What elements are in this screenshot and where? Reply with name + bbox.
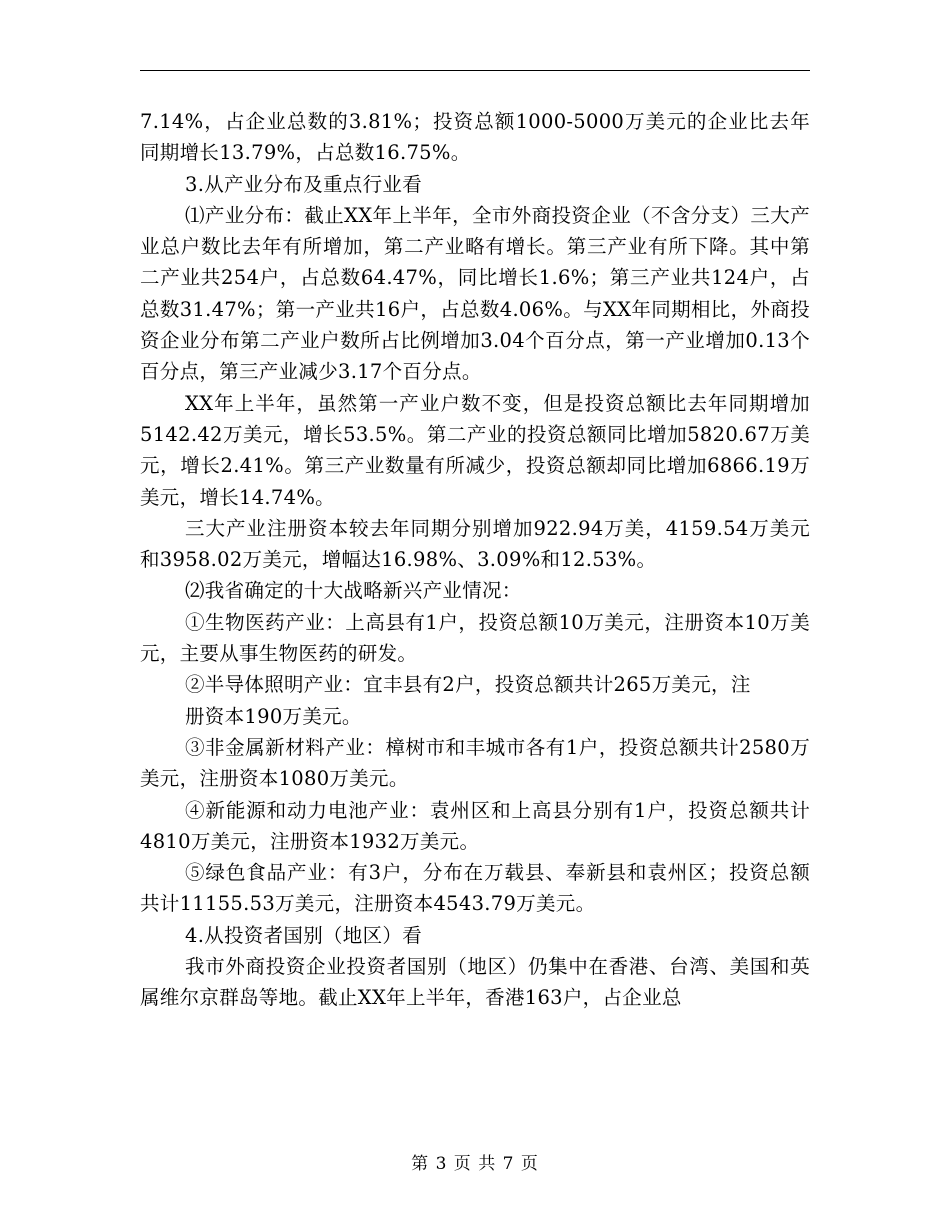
page-footer: 第 3 页 共 7 页 xyxy=(411,1154,539,1174)
document-body xyxy=(140,106,810,1014)
paragraph: 7.14%，占企业总数的3.81%；投资总额1000-5000万美元的企业比去年同期增长13.79%，占总数16.75%。 xyxy=(140,110,810,165)
paragraph: XX年上半年，虽然第一产业户数不变，但是投资总额比去年同期增加5142.42万美元，增长53.5%。第二产业的投资总额同比增加5820.67万美元，增长2.41%。第三产业数量有所减少，投资总额却同比增加6866.19万美元，增长14.74%。 xyxy=(140,391,810,509)
paragraph: ②半导体照明产业：宜丰县有2户，投资总额共计265万美元，注 xyxy=(185,673,751,697)
paragraph: ③非金属新材料产业：樟树市和丰城市各有1户，投资总额共计2580万美元，注册资本1080万美元。 xyxy=(140,735,810,791)
paragraph: 三大产业注册资本较去年同期分别增加922.94万美，4159.54万美元和3958.02万美元，增幅达16.98%、3.09%和12.53%。 xyxy=(140,516,810,572)
paragraph: ⑵我省确定的十大战略新兴产业情况： xyxy=(185,579,522,603)
paragraph: 我市外商投资企业投资者国别（地区）仍集中在香港、台湾、美国和英属维尔京群岛等地。截止XX年上半年，香港163户，占企业总 xyxy=(140,955,810,1010)
paragraph: 4.从投资者国别（地区）看 xyxy=(185,923,423,947)
paragraph: 册资本190万美元。 xyxy=(185,704,362,728)
header-rule xyxy=(140,70,810,71)
paragraph: ⑴产业分布：截止XX年上半年，全市外商投资企业（不含分支）三大产业总户数比去年有所增加，第二产业略有增长。第三产业有所下降。其中第二产业共254户，占总数64.47%，同比增长1.6%；第三产业共124户，占总数31.47%；第一产业共16户，占总数4.06%。与XX年同期相比，外商投资企业分布第二产业户数所占比例增加3.04个百分点，第一产业增加0.13个百分点，第三产业减少3.17个百分点。 xyxy=(140,203,810,384)
paragraph: ①生物医药产业：上高县有1户，投资总额10万美元，注册资本10万美元，主要从事生物医药的研发。 xyxy=(140,610,810,666)
paragraph: ⑤绿色食品产业：有3户，分布在万载县、奉新县和袁州区；投资总额共计11155.53万美元，注册资本4543.79万美元。 xyxy=(140,861,810,916)
paragraph: ④新能源和动力电池产业：袁州区和上高县分别有1户，投资总额共计4810万美元，注册资本1932万美元。 xyxy=(140,798,810,853)
paragraph: 3.从产业分布及重点行业看 xyxy=(185,172,423,196)
